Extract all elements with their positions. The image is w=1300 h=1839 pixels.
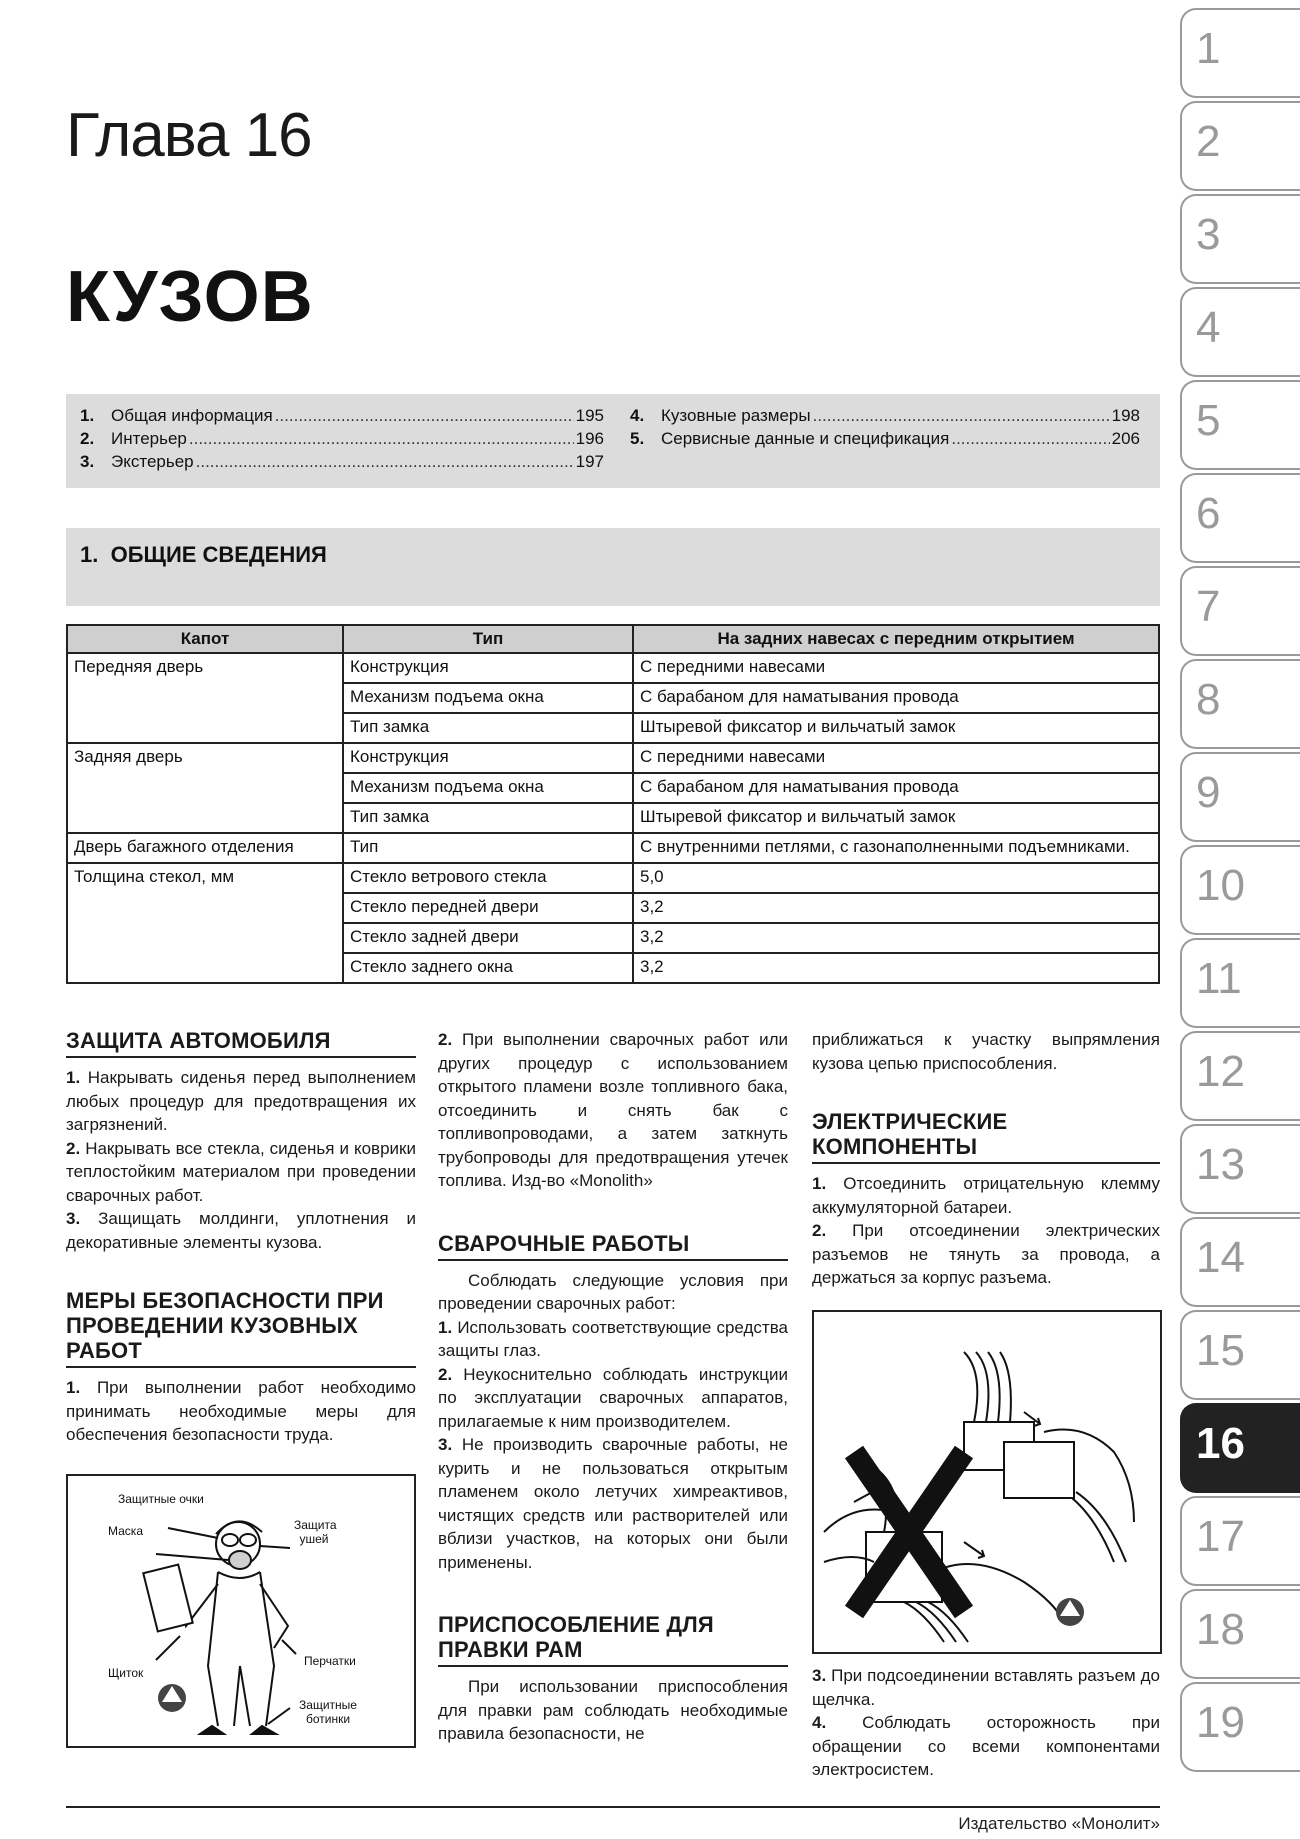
item-num: 1. — [66, 1378, 81, 1397]
table-cell: Тип — [343, 833, 633, 863]
label-goggles: Защитные очки — [118, 1492, 204, 1506]
section-title — [80, 542, 327, 568]
tab-number: 15 — [1196, 1326, 1245, 1375]
paragraph-text: Защищать молдинги, уплотнения и декоративные элементы кузова. — [66, 1209, 416, 1252]
paragraph-text: Соблюдать осторожность при обращении со всеми компонентами электросистем. — [812, 1713, 1160, 1779]
toc-left-column — [80, 406, 604, 475]
tab-number: 5 — [1196, 396, 1221, 445]
chapter-tab-14[interactable] — [1180, 1217, 1300, 1307]
table-header: На задних навесах с передним открытием — [633, 625, 1159, 653]
tab-number: 14 — [1196, 1233, 1245, 1282]
paragraph: приближаться к участку выпрямления кузова цепью приспособления. — [812, 1030, 1160, 1073]
paragraph-text: Отсоединить отрицательную клемму аккумуляторной батареи. — [812, 1174, 1160, 1217]
toc-leader — [951, 429, 1109, 449]
section-header — [66, 528, 1160, 606]
paragraph-text: При выполнении сварочных работ или других процедур с использованием открытого пламени возле топливного бака, отсоединить и снять бак с топливопроводами, а затем заткнуть трубопроводы для предотвращения утечек топлива. Изд-во «Monolith» — [438, 1030, 788, 1190]
tab-number: 16 — [1196, 1419, 1245, 1468]
label-ear-protection: Защита ушей — [294, 1518, 337, 1546]
chapter-tab-18[interactable] — [1180, 1589, 1300, 1679]
chapter-tab-3[interactable] — [1180, 194, 1300, 284]
table-header-row — [67, 625, 1159, 653]
figure-safety-gear — [66, 1474, 416, 1748]
paragraph — [438, 1363, 788, 1434]
paragraph: Соблюдать следующие условия при проведении сварочных работ: — [438, 1270, 788, 1313]
table-group-cell: Дверь багажного отделения — [67, 833, 343, 863]
tab-number: 18 — [1196, 1605, 1245, 1654]
paragraph — [812, 1219, 1160, 1290]
item-num: 1. — [438, 1317, 453, 1337]
chapter-tab-15[interactable] — [1180, 1310, 1300, 1400]
footer-rule — [66, 1806, 1160, 1808]
toc-page: 195 — [575, 406, 604, 425]
paragraph-text: Неукоснительно соблюдать инструкции по эксплуатации сварочных аппаратов, прилагаемые к ним производителем. — [438, 1364, 788, 1431]
toc-label: Экстерьер — [111, 452, 194, 471]
paragraph-text: Использовать соответствующие средства защиты глаз. — [438, 1317, 788, 1360]
table-cell: Стекло передней двери — [343, 893, 633, 923]
label-gloves: Перчатки — [304, 1654, 356, 1668]
toc-num: 5. — [630, 429, 645, 448]
table-header: Капот — [67, 625, 343, 653]
table-cell: С передними навесами — [633, 743, 1159, 773]
toc-right-column — [630, 406, 1140, 452]
tab-number: 11 — [1196, 954, 1242, 1003]
table-header: Тип — [343, 625, 633, 653]
table-cell: Стекло заднего окна — [343, 953, 633, 983]
paragraph-text: Накрывать все стекла, сиденья и коврики теплостойким материалом при проведении сварочных работ. — [66, 1138, 416, 1205]
chapter-tab-6[interactable] — [1180, 473, 1300, 563]
tab-number: 2 — [1196, 117, 1221, 166]
table-of-contents — [66, 394, 1160, 488]
toc-item[interactable] — [630, 429, 1140, 452]
toc-page: 206 — [1111, 429, 1140, 448]
toc-item[interactable] — [630, 406, 1140, 429]
table-group-cell: Задняя дверь — [67, 743, 343, 833]
toc-num: 4. — [630, 406, 645, 425]
section-title-text: ОБЩИЕ СВЕДЕНИЯ — [110, 542, 327, 567]
tab-number: 6 — [1196, 489, 1221, 538]
table-cell: Механизм подъема окна — [343, 683, 633, 713]
paragraph — [438, 1316, 788, 1363]
tab-number: 3 — [1196, 210, 1221, 259]
heading-electrical: ЭЛЕКТРИЧЕСКИЕ КОМПОНЕНТЫ — [812, 1109, 1160, 1164]
paragraph — [66, 1137, 416, 1208]
column-3 — [812, 1028, 1160, 1290]
item-num: 4. — [812, 1713, 827, 1732]
worker-illustration — [68, 1476, 414, 1746]
table-cell: С внутренними петлями, с газонаполненными подъемниками. — [633, 833, 1159, 863]
publisher-footer: Издательство «Монолит» — [958, 1814, 1160, 1833]
table-cell: Стекло ветрового стекла — [343, 863, 633, 893]
table-cell: Штыревой фиксатор и вильчатый замок — [633, 713, 1159, 743]
heading-frame-straightener: ПРИСПОСОБЛЕНИЕ ДЛЯ ПРАВКИ РАМ — [438, 1612, 788, 1667]
paragraph-text: При выполнении работ необходимо принимать необходимые меры для обеспечения безопасности труда. — [66, 1378, 416, 1444]
table-cell: 3,2 — [633, 893, 1159, 923]
toc-page: 196 — [575, 429, 604, 448]
tab-number: 1 — [1196, 24, 1221, 73]
paragraph — [812, 1664, 1160, 1711]
chapter-tab-19[interactable] — [1180, 1682, 1300, 1772]
label-safety-boots: Защитные ботинки — [299, 1698, 357, 1726]
chapter-tab-11[interactable] — [1180, 938, 1300, 1028]
toc-item[interactable] — [80, 406, 604, 429]
connector-illustration — [814, 1312, 1160, 1652]
tab-number: 8 — [1196, 675, 1221, 724]
toc-num: 2. — [80, 429, 95, 448]
toc-item[interactable] — [80, 452, 604, 475]
table-cell: Штыревой фиксатор и вильчатый замок — [633, 803, 1159, 833]
item-num: 2. — [438, 1364, 453, 1384]
toc-num: 3. — [80, 452, 95, 471]
chapter-tab-5[interactable] — [1180, 380, 1300, 470]
table-cell: Механизм подъема окна — [343, 773, 633, 803]
tab-number: 19 — [1196, 1698, 1245, 1747]
toc-label: Общая информация — [111, 406, 273, 425]
toc-leader — [275, 406, 574, 426]
table-cell: 3,2 — [633, 923, 1159, 953]
chapter-number: Глава 16 — [66, 101, 312, 170]
chapter-tab-17[interactable] — [1180, 1496, 1300, 1586]
item-num: 1. — [66, 1068, 81, 1087]
toc-leader — [813, 406, 1110, 426]
item-num: 2. — [812, 1221, 827, 1240]
paragraph-text: Не производить сварочные работы, не курить и не пользоваться открытым пламенем около летучих химреактивов, чистящих средств или растворителей или вблизи участков, на которых они были применены. — [438, 1435, 788, 1572]
table-cell: С барабаном для наматывания провода — [633, 773, 1159, 803]
table-cell: Тип замка — [343, 803, 633, 833]
tab-number: 17 — [1196, 1512, 1245, 1561]
paragraph: При использовании приспособления для правки рам соблюдать необходимые правила безопасности, не — [438, 1677, 788, 1743]
toc-label: Интерьер — [111, 429, 187, 448]
paragraph — [438, 1433, 788, 1574]
table-row — [67, 653, 1159, 683]
chapter-tab-7[interactable] — [1180, 566, 1300, 656]
tab-number: 7 — [1196, 582, 1221, 631]
column-3-bottom — [812, 1664, 1160, 1782]
item-num: 2. — [438, 1030, 453, 1049]
paragraph — [438, 1028, 788, 1193]
item-num: 1. — [812, 1174, 827, 1193]
table-group-cell: Передняя дверь — [67, 653, 343, 743]
paragraph — [812, 1172, 1160, 1219]
table-group-cell: Толщина стекол, мм — [67, 863, 343, 983]
chapter-tab-16-active[interactable] — [1180, 1403, 1300, 1493]
column-1 — [66, 1028, 416, 1447]
paragraph-text: При отсоединении электрических разъемов не тянуть за провода, а держаться за корпус разъема. — [812, 1221, 1160, 1287]
tab-number: 13 — [1196, 1140, 1245, 1189]
section-num: 1. — [80, 542, 99, 567]
paragraph — [812, 1711, 1160, 1782]
item-num: 3. — [812, 1666, 827, 1685]
paragraph — [66, 1066, 416, 1137]
tab-number: 12 — [1196, 1047, 1245, 1096]
toc-label: Кузовные размеры — [661, 406, 811, 425]
toc-item[interactable] — [80, 429, 604, 452]
table-row — [67, 863, 1159, 893]
table-row — [67, 833, 1159, 863]
chapter-tab-12[interactable] — [1180, 1031, 1300, 1121]
toc-leader — [196, 452, 574, 472]
item-num: 3. — [66, 1209, 81, 1228]
column-2 — [438, 1028, 788, 1746]
toc-page: 198 — [1111, 406, 1140, 425]
toc-num: 1. — [80, 406, 95, 425]
paragraph — [66, 1207, 416, 1254]
chapter-tab-2[interactable] — [1180, 101, 1300, 191]
toc-leader — [189, 429, 574, 449]
chapter-tab-8[interactable] — [1180, 659, 1300, 749]
tab-number: 9 — [1196, 768, 1221, 817]
table-cell: Тип замка — [343, 713, 633, 743]
chapter-tab-13[interactable] — [1180, 1124, 1300, 1214]
table-row — [67, 743, 1159, 773]
chapter-tab-4[interactable] — [1180, 287, 1300, 377]
chapter-tab-9[interactable] — [1180, 752, 1300, 842]
label-mask: Маска — [108, 1524, 143, 1538]
chapter-title: КУЗОВ — [66, 257, 314, 337]
heading-safety-measures: МЕРЫ БЕЗОПАСНОСТИ ПРИ ПРОВЕДЕНИИ КУЗОВНЫХ РАБОТ — [66, 1288, 416, 1368]
item-num: 2. — [66, 1138, 81, 1158]
spec-table — [66, 624, 1160, 984]
tab-number: 4 — [1196, 303, 1221, 352]
table-cell: 3,2 — [633, 953, 1159, 983]
toc-page: 197 — [575, 452, 604, 471]
label-shield: Щиток — [108, 1666, 144, 1680]
paragraph-text: При подсоединении вставлять разъем до щелчка. — [812, 1666, 1160, 1709]
heading-vehicle-protection: ЗАЩИТА АВТОМОБИЛЯ — [66, 1028, 416, 1058]
heading-welding: СВАРОЧНЫЕ РАБОТЫ — [438, 1231, 788, 1261]
toc-label: Сервисные данные и спецификация — [661, 429, 950, 448]
chapter-tab-1[interactable] — [1180, 8, 1300, 98]
paragraph-text: Накрывать сиденья перед выполнением любых процедур для предотвращения их загрязнений. — [66, 1068, 416, 1134]
paragraph — [66, 1376, 416, 1447]
table-cell: Конструкция — [343, 653, 633, 683]
table-cell: Стекло задней двери — [343, 923, 633, 953]
tab-number: 10 — [1196, 861, 1245, 910]
figure-connector — [812, 1310, 1162, 1654]
chapter-tab-10[interactable] — [1180, 845, 1300, 935]
table-cell: 5,0 — [633, 863, 1159, 893]
table-cell: С передними навесами — [633, 653, 1159, 683]
table-cell: С барабаном для наматывания провода — [633, 683, 1159, 713]
item-num: 3. — [438, 1435, 453, 1454]
table-cell: Конструкция — [343, 743, 633, 773]
